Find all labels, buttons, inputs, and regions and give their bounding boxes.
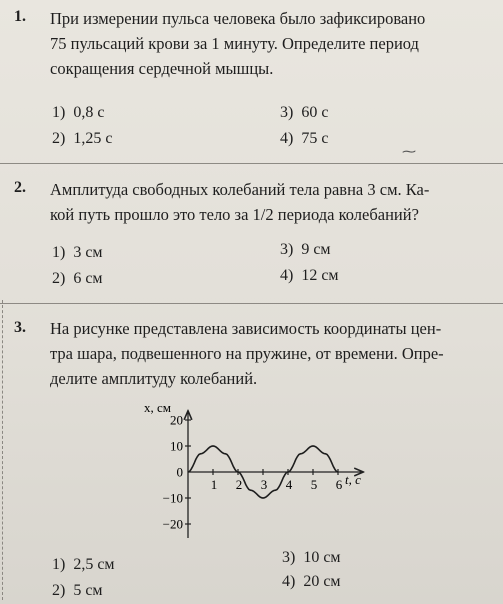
question-1-line-1: При измерении пульса человека было зафиксировано [50,9,426,28]
question-1-number: 1. [14,8,26,25]
question-1-option-3[interactable]: 3) 60 с [280,104,329,121]
x-tick-label: 5 [310,477,318,492]
divider-2 [0,303,503,304]
question-1-option-4[interactable]: 4) 75 с [280,130,329,147]
question-2-option-4[interactable]: 4) 12 см [280,267,339,284]
stray-pen-mark: ⁓ [402,145,416,160]
x-axis-label: t, с [345,472,361,487]
question-1-line-3: сокращения сердечной мышцы. [50,59,274,78]
question-2-text [50,177,496,227]
y-axis-label: x, см [144,400,171,415]
question-2-option-3[interactable]: 3) 9 см [280,241,331,258]
x-tick-label: 6 [335,477,343,492]
question-3-option-3[interactable]: 3) 10 см [282,549,341,566]
question-3-number: 3. [14,319,26,336]
question-1-option-1[interactable]: 1) 0,8 с [52,104,105,121]
oscillation-graph [140,398,370,548]
question-3-line-1: На рисунке представлена зависимость координаты цен- [50,319,442,338]
y-tick-label: −20 [162,516,183,532]
question-2-number: 2. [14,179,26,196]
question-2-line-1: Амплитуда свободных колебаний тела равна 3 см. Ка- [50,180,430,199]
question-1-option-2[interactable]: 2) 1,25 с [52,130,113,147]
y-tick-label: 20 [170,412,183,428]
x-tick-label: 4 [285,477,293,492]
question-3-option-2[interactable]: 2) 5 см [52,582,103,599]
x-tick-label: 1 [210,477,218,492]
margin-dashed-line [2,300,3,600]
question-2-option-1[interactable]: 1) 3 см [52,244,103,261]
question-2-line-2: кой путь прошло это тело за 1/2 периода колебаний? [50,205,419,224]
x-tick-label: 2 [235,477,243,492]
question-3-text [50,316,496,391]
y-tick-label: 0 [176,464,183,480]
question-2-option-2[interactable]: 2) 6 см [52,270,103,287]
x-tick-label: 3 [260,477,268,492]
divider-1 [0,163,503,164]
y-tick-label: −10 [162,490,183,506]
question-1-text [50,6,496,81]
question-3-option-1[interactable]: 1) 2,5 см [52,556,115,573]
question-3-option-4[interactable]: 4) 20 см [282,573,341,590]
y-tick-label: 10 [170,438,183,454]
question-3-line-3: делите амплитуду колебаний. [50,369,258,388]
question-3-line-2: тра шара, подвешенного на пружине, от времени. Опре- [50,344,444,363]
question-1-line-2: 75 пульсаций крови за 1 минуту. Определите период [50,34,419,53]
